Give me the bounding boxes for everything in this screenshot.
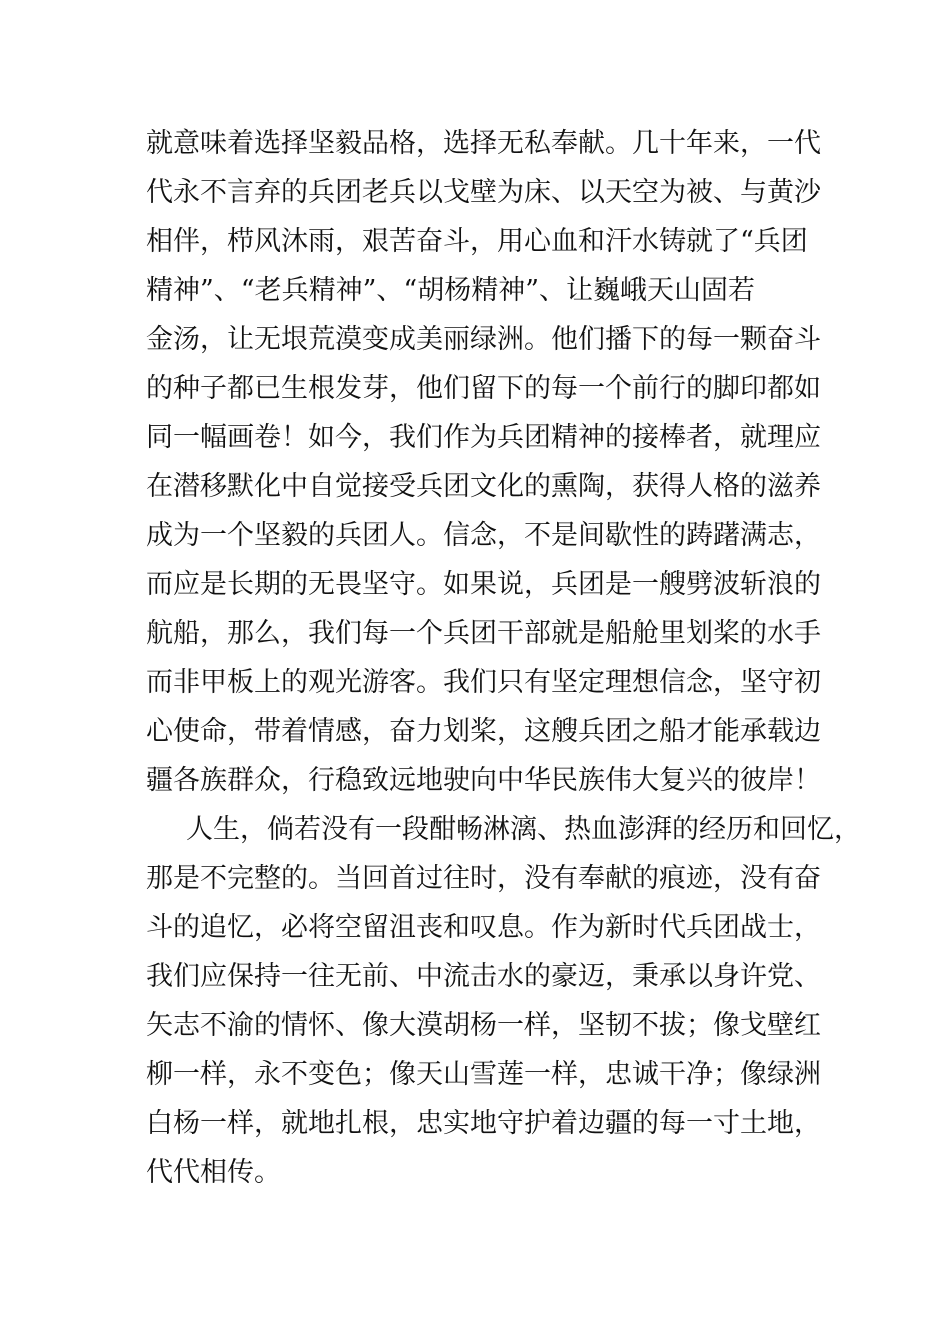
text-line: 斗的追忆，必将空留沮丧和叹息。作为新时代兵团战士， <box>146 912 821 943</box>
text-line: 就意味着选择坚毅品格，选择无私奉献。几十年来，一代 <box>146 128 821 159</box>
text-line: 疆各族群众，行稳致远地驶向中华民族伟大复兴的彼岸！ <box>146 765 821 796</box>
text-line: 金汤，让无垠荒漠变成美丽绿洲。他们播下的每一颗奋斗 <box>146 324 821 355</box>
text-line: 精神”、“老兵精神”、“胡杨精神”、让巍峨天山固若 <box>146 275 756 306</box>
text-line: 代代相传。 <box>146 1157 281 1188</box>
text-line: 矢志不渝的情怀、像大漠胡杨一样，坚韧不拔；像戈壁红 <box>146 1010 821 1041</box>
text-line: 心使命，带着情感，奋力划桨，这艘兵团之船才能承载边 <box>146 716 821 747</box>
text-line: 在潜移默化中自觉接受兵团文化的熏陶，获得人格的滋养 <box>146 471 821 502</box>
text-line: 代永不言弃的兵团老兵以戈壁为床、以天空为被、与黄沙 <box>146 177 821 208</box>
text-line: 那是不完整的。当回首过往时，没有奉献的痕迹，没有奋 <box>146 863 821 894</box>
text-line: 白杨一样，就地扎根，忠实地守护着边疆的每一寸土地， <box>146 1108 821 1139</box>
text-line: 我们应保持一往无前、中流击水的豪迈，秉承以身许党、 <box>146 961 821 992</box>
text-line: 柳一样，永不变色；像天山雪莲一样，忠诚干净；像绿洲 <box>146 1059 821 1090</box>
text-line: 而应是长期的无畏坚守。如果说，兵团是一艘劈波斩浪的 <box>146 569 821 600</box>
text-line: 相伴，栉风沐雨，艰苦奋斗，用心血和汗水铸就了“兵团 <box>146 226 808 257</box>
text-line: 航船，那么，我们每一个兵团干部就是船舱里划桨的水手 <box>146 618 821 649</box>
text-line: 同一幅画卷！如今，我们作为兵团精神的接棒者，就理应 <box>146 422 821 453</box>
text-line: 的种子都已生根发芽，他们留下的每一个前行的脚印都如 <box>146 373 821 404</box>
paragraph-start-line: 人生，倘若没有一段酣畅淋漓、热血澎湃的经历和回忆， <box>186 814 861 845</box>
text-line: 成为一个坚毅的兵团人。信念，不是间歇性的踌躇满志， <box>146 520 821 551</box>
text-line: 而非甲板上的观光游客。我们只有坚定理想信念，坚守初 <box>146 667 821 698</box>
